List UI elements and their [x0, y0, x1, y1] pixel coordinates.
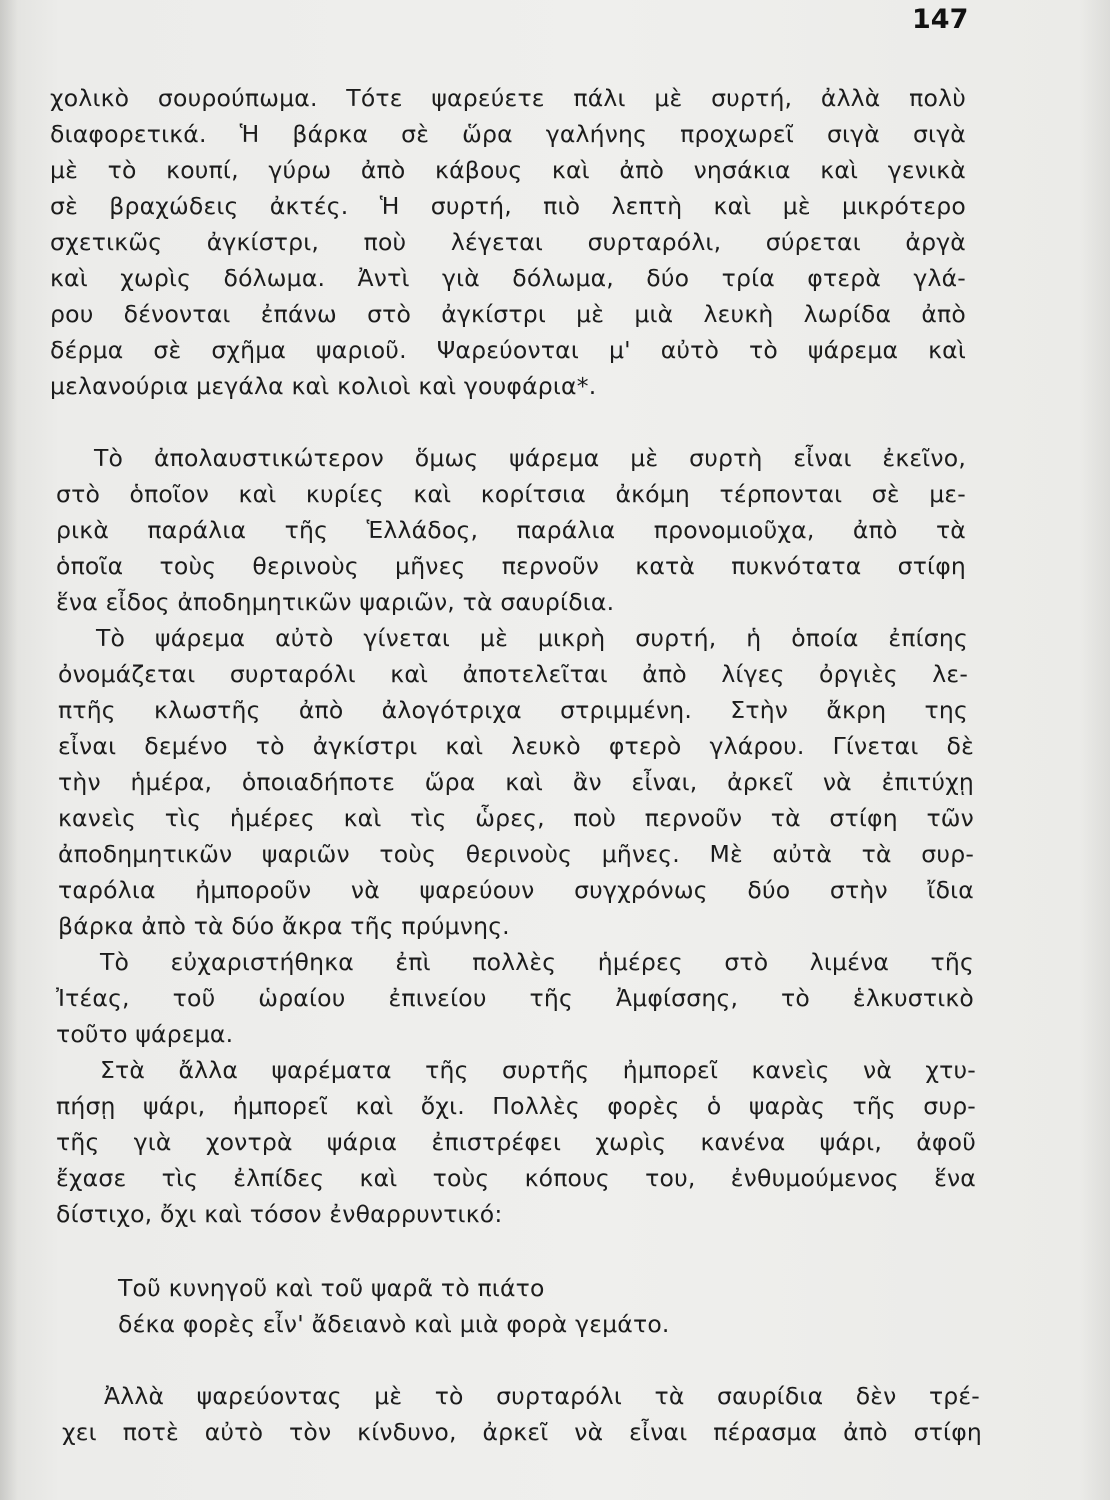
text-line: ὁποῖα τοὺς θερινοὺς μῆνες περνοῦν κατὰ πυκνότατα στίφη: [56, 552, 966, 580]
text-line: ἀποδημητικῶν ψαριῶν τοὺς θερινοὺς μῆνες. Μὲ αὐτὰ τὰ συρ-: [58, 840, 974, 868]
text-line: ρου δένονται ἐπάνω στὸ ἀγκίστρι μὲ μιὰ λευκὴ λωρίδα ἀπὸ: [50, 300, 966, 328]
text-line: σὲ βραχώδεις ἀκτές. Ἡ συρτή, πιὸ λεπτὴ καὶ μὲ μικρότερο: [50, 192, 966, 220]
text-line: μελανούρια μεγάλα καὶ κολιοὶ καὶ γουφάρια*.: [50, 372, 597, 400]
text-line: δέρμα σὲ σχῆμα ψαριοῦ. Ψαρεύονται μ' αὐτὸ τὸ ψάρεμα καὶ: [50, 336, 966, 364]
text-line: βάρκα ἀπὸ τὰ δύο ἄκρα τῆς πρύμνης.: [58, 912, 510, 940]
text-line: διαφορετικά. Ἡ βάρκα σὲ ὥρα γαλήνης προχωρεῖ σιγὰ σιγὰ: [50, 120, 966, 148]
text-line: Στὰ ἄλλα ψαρέματα τῆς συρτῆς ἠμπορεῖ κανεὶς νὰ χτυ-: [100, 1056, 976, 1084]
text-line: Ἀλλὰ ψαρεύοντας μὲ τὸ συρταρόλι τὰ σαυρίδια δὲν τρέ-: [104, 1382, 980, 1410]
text-line: ὀνομάζεται συρταρόλι καὶ ἀποτελεῖται ἀπὸ λίγες ὀργιὲς λε-: [58, 660, 968, 688]
text-line: ἔχασε τὶς ἐλπίδες καὶ τοὺς κόπους του, ἐνθυμούμενος ἕνα: [56, 1164, 976, 1192]
text-line: τῆς γιὰ χοντρὰ ψάρια ἐπιστρέφει χωρὶς κανένα ψάρι, ἀφοῦ: [56, 1128, 976, 1156]
text-line: καὶ χωρὶς δόλωμα. Ἀντὶ γιὰ δόλωμα, δύο τρία φτερὰ γλά-: [50, 264, 966, 292]
text-line: ταρόλια ἠμποροῦν νὰ ψαρεύουν συγχρόνως δύο στὴν ἴδια: [58, 876, 974, 904]
page-number: 147: [912, 4, 969, 35]
text-line: Τὸ εὐχαριστήθηκα ἐπὶ πολλὲς ἡμέρες στὸ λιμένα τῆς: [100, 948, 974, 976]
text-line: Τὸ ἀπολαυστικώτερον ὅμως ψάρεμα μὲ συρτὴ εἶναι ἐκεῖνο,: [94, 444, 966, 472]
text-line: στὸ ὁποῖον καὶ κυρίες καὶ κορίτσια ἀκόμη τέρπονται σὲ με-: [56, 480, 966, 508]
text-line: τοῦτο ψάρεμα.: [56, 1020, 234, 1048]
text-line: ἕνα εἶδος ἀποδημητικῶν ψαριῶν, τὰ σαυρίδια.: [56, 588, 615, 616]
text-line: μὲ τὸ κουπί, γύρω ἀπὸ κάβους καὶ ἀπὸ νησάκια καὶ γενικὰ: [50, 156, 966, 184]
text-line: πτῆς κλωστῆς ἀπὸ ἀλογότριχα στριμμένη. Στὴν ἄκρη της: [58, 696, 968, 724]
text-line: τὴν ἡμέρα, ὁποιαδήποτε ὥρα καὶ ἂν εἶναι, ἀρκεῖ νὰ ἐπιτύχῃ: [58, 768, 974, 796]
text-line: χολικὸ σουρούπωμα. Τότε ψαρεύετε πάλι μὲ συρτή, ἀλλὰ πολὺ: [50, 84, 966, 112]
text-line: σχετικῶς ἀγκίστρι, ποὺ λέγεται συρταρόλι, σύρεται ἀργὰ: [50, 228, 966, 256]
text-line: πήσῃ ψάρι, ἠμπορεῖ καὶ ὄχι. Πολλὲς φορὲς ὁ ψαρὰς τῆς συρ-: [56, 1092, 976, 1120]
verse-line: Τοῦ κυνηγοῦ καὶ τοῦ ψαρᾶ τὸ πιάτο: [118, 1274, 545, 1302]
verse-line: δέκα φορὲς εἶν' ἄδειανὸ καὶ μιὰ φορὰ γεμάτο.: [118, 1310, 670, 1338]
text-line: κανεὶς τὶς ἡμέρες καὶ τὶς ὧρες, ποὺ περνοῦν τὰ στίφη τῶν: [58, 804, 974, 832]
text-line: ρικὰ παράλια τῆς Ἑλλάδος, παράλια προνομιοῦχα, ἀπὸ τὰ: [56, 516, 966, 544]
text-line: δίστιχο, ὄχι καὶ τόσον ἐνθαρρυντικό:: [56, 1200, 503, 1228]
text-line: χει ποτὲ αὐτὸ τὸν κίνδυνο, ἀρκεῖ νὰ εἶναι πέρασμα ἀπὸ στίφη: [62, 1418, 982, 1446]
text-line: Ἰτέας, τοῦ ὡραίου ἐπινείου τῆς Ἀμφίσσης, τὸ ἑλκυστικὸ: [56, 984, 974, 1012]
text-line: Τὸ ψάρεμα αὐτὸ γίνεται μὲ μικρὴ συρτή, ἡ ὁποία ἐπίσης: [96, 624, 968, 652]
text-line: εἶναι δεμένο τὸ ἀγκίστρι καὶ λευκὸ φτερὸ γλάρου. Γίνεται δὲ: [58, 732, 974, 760]
